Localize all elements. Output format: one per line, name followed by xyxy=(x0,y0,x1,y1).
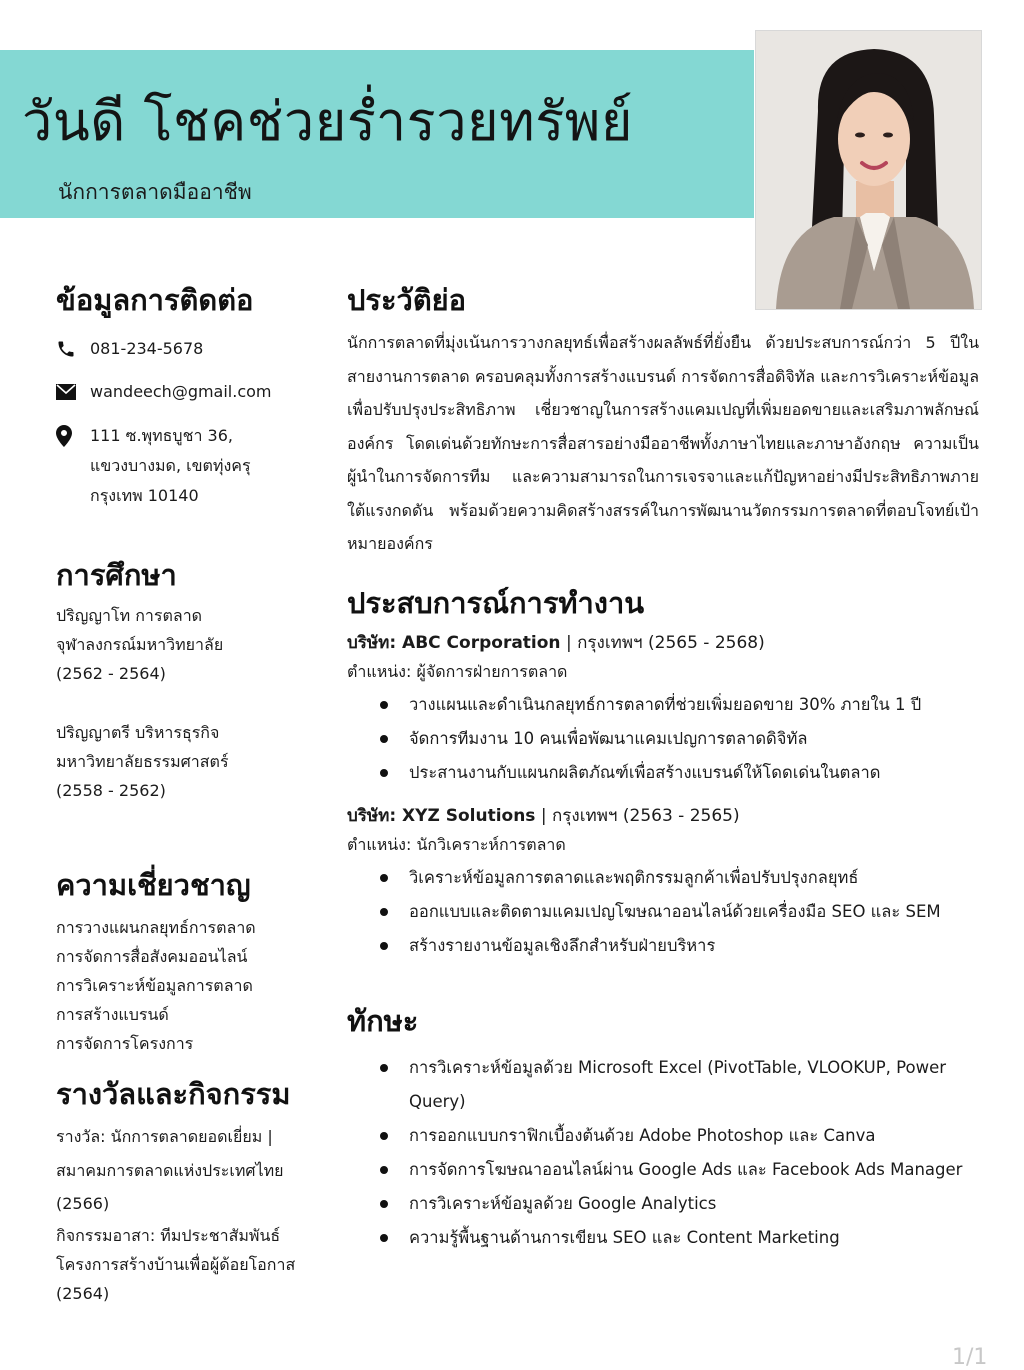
skill-item xyxy=(347,1051,979,1119)
skill-item xyxy=(347,1119,979,1153)
job-bullet-text: วิเคราะห์ข้อมูลการตลาดและพฤติกรรมลูกค้าเพื่อปรับปรุงกลยุทธ์ xyxy=(409,867,859,887)
skill-text: การวิเคราะห์ข้อมูลด้วย Google Analytics xyxy=(409,1193,717,1213)
candidate-title: นักการตลาดมืออาชีพ xyxy=(58,180,252,204)
page-indicator: 1/1 xyxy=(952,1345,988,1370)
contact-heading: ข้อมูลการติดต่อ xyxy=(56,283,254,317)
job-bullets xyxy=(347,688,979,790)
job-bullet xyxy=(347,929,979,963)
job-company: บริษัท: ABC Corporation xyxy=(347,632,561,653)
job-bullet xyxy=(347,895,979,929)
candidate-name: วันดี โชคช่วยร่ำรวยทรัพย์ xyxy=(22,90,633,153)
award-item: รางวัล: นักการตลาดยอดเยี่ยม | สมาคมการตลาดแห่งประเทศไทย (2566) xyxy=(56,1127,284,1213)
contact-phone xyxy=(56,334,331,364)
skill-text: การจัดการโฆษณาออนไลน์ผ่าน Google Ads และ Facebook Ads Manager xyxy=(409,1159,963,1179)
job-bullet-text: ประสานงานกับแผนกผลิตภัณฑ์เพื่อสร้างแบรนด์ให้โดดเด่นในตลาด xyxy=(409,762,881,782)
job-header xyxy=(347,629,979,658)
job-bullets xyxy=(347,861,979,963)
expertise-item: การวางแผนกลยุทธ์การตลาด xyxy=(56,918,256,937)
education-item: ปริญญาตรี บริหารธุรกิจ มหาวิทยาลัยธรรมศาสตร์ (2558 - 2562) xyxy=(56,723,229,800)
job-separator: | xyxy=(560,632,578,653)
awards-heading: รางวัลและกิจกรรม xyxy=(56,1077,291,1111)
bullet-dot xyxy=(380,942,388,950)
left-column xyxy=(56,278,331,1308)
job-bullet xyxy=(347,861,979,895)
award-item: กิจกรรมอาสา: ทีมประชาสัมพันธ์ โครงการสร้างบ้านเพื่อผู้ด้อยโอกาส (2564) xyxy=(56,1225,296,1303)
bullet-dot xyxy=(380,769,388,777)
job-bullet xyxy=(347,756,979,790)
job-location: กรุงเทพฯ (2563 - 2565) xyxy=(551,805,740,826)
profile-photo xyxy=(755,30,982,310)
expertise-item: การสร้างแบรนด์ xyxy=(56,1005,169,1024)
skill-text: การออกแบบกราฟิกเบื้องต้นด้วย Adobe Photoshop และ Canva xyxy=(409,1125,876,1145)
bullet-dot xyxy=(380,735,388,743)
email-address: wandeech@gmail.com xyxy=(90,382,272,401)
job-company: บริษัท: XYZ Solutions xyxy=(347,805,536,826)
skills-list xyxy=(347,1051,979,1255)
job-bullet-text: ออกแบบและติดตามแคมเปญโฆษณาออนไลน์ด้วยเครื่องมือ SEO และ SEM xyxy=(409,901,941,921)
bullet-dot xyxy=(380,1200,388,1208)
job-separator: | xyxy=(535,805,552,826)
phone-icon xyxy=(56,334,90,364)
skill-item xyxy=(347,1153,979,1187)
profile-summary: นักการตลาดที่มุ่งเน้นการวางกลยุทธ์เพื่อสร้างผลลัพธ์ที่ยั่งยืน ด้วยประสบการณ์กว่า 5 ปีในสายงานการตลาด ครอบคลุมทั้งการสร้างแบรนด์ การจัดการสื่อดิจิทัล และการวิเคราะห์ข้อมูลเพื่อปรับปรุงประสิทธิภาพ เชี่ยวชาญในการสร้างแคมเปญที่เพิ่มยอดขายและเสริมภาพลักษณ์องค์กร โดดเด่นด้วยทักษะการสื่อสารอย่างมืออาชีพทั้งภาษาไทยและภาษาอังกฤษ ความเป็นผู้นำในการจัดการทีม และความสามารถในการเจรจาและแก้ปัญหาอย่างมีประสิทธิภาพภายใต้แรงกดดัน พร้อมด้วยความคิดสร้างสรรค์ในการพัฒนานวัตกรรมการตลาดที่ตอบโจทย์เป้าหมายองค์กร xyxy=(347,333,979,553)
contact-email xyxy=(56,377,331,407)
skill-text: การวิเคราะห์ข้อมูลด้วย Microsoft Excel (PivotTable, VLOOKUP, Power Query) xyxy=(409,1057,947,1111)
job-bullet-text: จัดการทีมงาน 10 คนเพื่อพัฒนาแคมเปญการตลาดดิจิทัล xyxy=(409,728,808,748)
education-heading: การศึกษา xyxy=(56,558,177,592)
skill-text: ความรู้พื้นฐานด้านการเขียน SEO และ Content Marketing xyxy=(409,1227,840,1247)
bullet-dot xyxy=(380,908,388,916)
phone-number: 081-234-5678 xyxy=(90,339,204,358)
skills-heading: ทักษะ xyxy=(347,1003,419,1038)
job-bullet-text: วางแผนและดำเนินกลยุทธ์การตลาดที่ช่วยเพิ่มยอดขาย 30% ภายใน 1 ปี xyxy=(409,694,922,714)
expertise-heading: ความเชี่ยวชาญ xyxy=(56,868,251,902)
job-position: ตำแหน่ง: นักวิเคราะห์การตลาด xyxy=(347,834,566,854)
expertise-item: การจัดการโครงการ xyxy=(56,1034,194,1053)
skill-item xyxy=(347,1187,979,1221)
bullet-dot xyxy=(380,1132,388,1140)
right-column xyxy=(347,278,979,1255)
job-bullet-text: สร้างรายงานข้อมูลเชิงลึกสำหรับฝ่ายบริหาร xyxy=(409,935,716,955)
bullet-dot xyxy=(380,1166,388,1174)
mail-icon xyxy=(56,377,90,407)
bullet-dot xyxy=(380,1234,388,1242)
bullet-dot xyxy=(380,874,388,882)
expertise-item: การจัดการสื่อสังคมออนไลน์ xyxy=(56,947,248,966)
bullet-dot xyxy=(380,701,388,709)
job-location: กรุงเทพฯ (2565 - 2568) xyxy=(577,632,765,653)
contact-address xyxy=(56,421,331,511)
education-item: ปริญญาโท การตลาด จุฬาลงกรณ์มหาวิทยาลัย (2562 - 2564) xyxy=(56,606,224,683)
address-text: 111 ซ.พุทธบูชา 36, แขวงบางมด, เขตทุ่งครุ กรุงเทพ 10140 xyxy=(90,426,251,505)
bullet-dot xyxy=(380,1064,388,1072)
job-header xyxy=(347,802,979,831)
experience-heading: ประสบการณ์การทำงาน xyxy=(347,585,645,620)
job-bullet xyxy=(347,688,979,722)
job-position: ตำแหน่ง: ผู้จัดการฝ่ายการตลาด xyxy=(347,661,568,681)
skill-item xyxy=(347,1221,979,1255)
profile-heading: ประวัติย่อ xyxy=(347,283,467,317)
location-pin-icon xyxy=(56,421,90,451)
job-bullet xyxy=(347,722,979,756)
expertise-item: การวิเคราะห์ข้อมูลการตลาด xyxy=(56,976,253,995)
